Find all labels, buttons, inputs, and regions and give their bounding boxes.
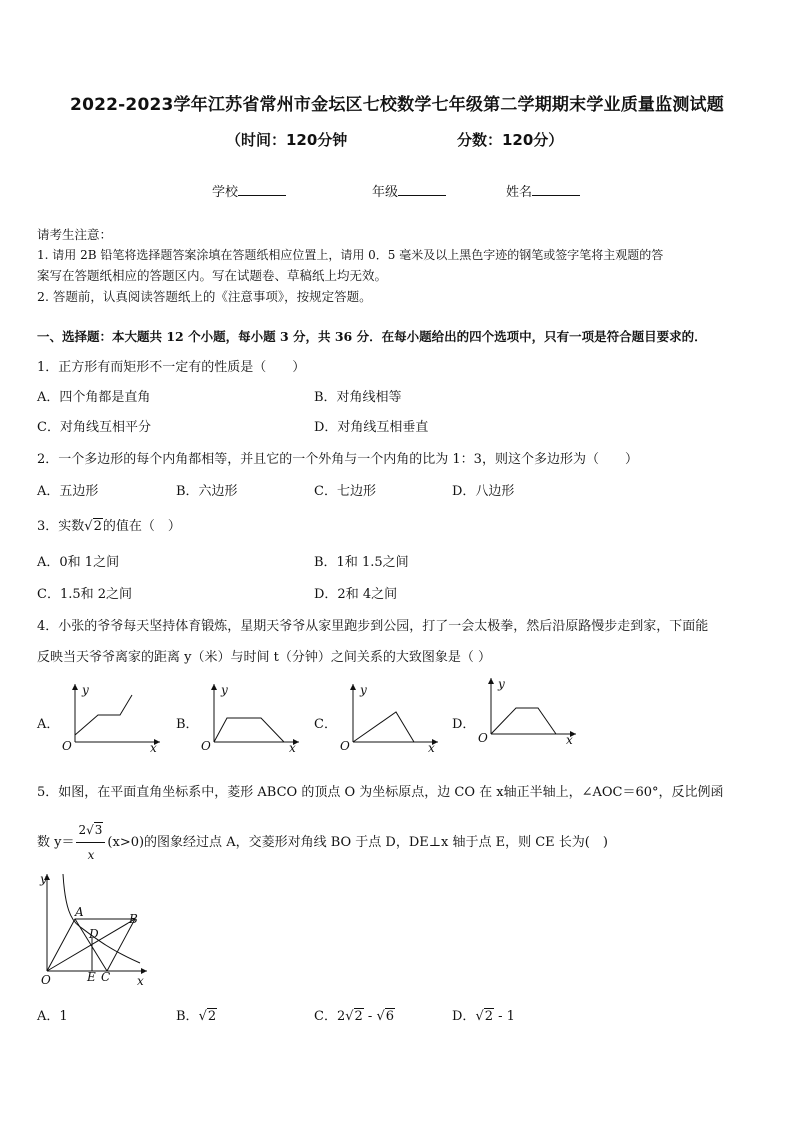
q1-option-a[interactable]: A．四个角都是直角 [37,390,151,405]
q4-line-2: 反映当天爷爷离家的距离 y（米）与时间 t（分钟）之间关系的大致图象是（ ） [37,650,491,665]
origin-label: O [62,739,72,752]
q4-graph-c [338,680,448,752]
school-blank[interactable] [238,182,286,196]
name-field: 姓名 [506,181,580,200]
exam-score: 分数：120分） [457,131,564,149]
q2-option-b[interactable]: B．六边形 [176,484,238,499]
axis-label-x: x [428,741,435,752]
axis-label-x: x [289,741,296,752]
svg-text:D: D [89,927,99,941]
exam-time: （时间：120分钟 [226,131,348,149]
q3-stem: 3．实数√2的值在（ ） [37,519,181,534]
origin-label: O [340,739,350,752]
grade-field: 年级 [372,181,446,200]
origin-label: O [478,731,488,745]
svg-text:E: E [87,970,96,984]
q3-option-c[interactable]: C．1.5和 2之间 [37,587,133,602]
svg-text:B: B [129,912,138,926]
note-1a: 1. 请用 2B 铅笔将选择题答案涂填在答题纸相应位置上，请用 0．5 毫米及以上黑色字迹的钢笔或签字笔将主观题的答 [37,248,664,262]
q1-option-c[interactable]: C．对角线互相平分 [37,420,151,435]
axis-label-y: y [360,683,367,697]
axis-label-y: y [498,677,505,691]
svg-text:A: A [75,905,84,919]
q5-option-d[interactable]: D．√2 - 1 [452,1009,515,1024]
q5-fraction: $\frac{2√3}{x}$ [76,818,105,867]
axis-label-x: x [150,741,157,752]
q5-option-c[interactable]: C．2√2 - √6 [314,1009,395,1024]
svg-text:x: x [137,974,144,988]
axis-label-y: y [221,683,228,697]
q1-stem: 1．正方形有而矩形不一定有的性质是（ ） [37,360,306,375]
q5-figure [35,868,160,990]
note-2: 2. 答题前，认真阅读答题纸上的《注意事项》，按规定答题。 [37,289,372,304]
q4-line-1: 4．小张的爷爷每天坚持体育锻炼，星期天爷爷从家里跑步到公园，打了一会太极拳，然后沿原路慢步走到家，下面能 [37,619,709,634]
q4-graph-b [199,680,309,752]
q4-option-a[interactable]: A． [37,717,60,732]
q2-option-c[interactable]: C．七边形 [314,484,376,499]
q3-option-d[interactable]: D．2和 4之间 [314,587,398,602]
q5-option-b[interactable]: B．√2 [176,1009,217,1024]
notes-heading: 请考生注意： [37,227,113,242]
q2-stem: 2．一个多边形的每个内角都相等，并且它的一个外角与一个内角的比为 1：3，则这个多边形为（ ） [37,452,638,467]
q2-option-d[interactable]: D．八边形 [452,484,515,499]
svg-text:O: O [41,973,51,987]
axis-label-y: y [82,683,89,697]
svg-text:y: y [40,872,47,886]
q4-option-b[interactable]: B． [176,717,199,732]
q2-option-a[interactable]: A．五边形 [37,484,99,499]
axis-label-x: x [566,733,573,747]
svg-text:C: C [101,970,111,984]
origin-label: O [201,739,211,752]
q4-graph-d [476,676,586,748]
q1-option-b[interactable]: B．对角线相等 [314,390,402,405]
q3-radicand: 2 [93,519,102,534]
q5-line-2: 数 y＝ $\frac{2√3}{x}$ (x>0)的图象经过点 A，交菱形对角线 BO 于点 D，DE⊥x 轴于点 E，则 CE 长为( ) [37,818,608,867]
section-heading: 一、选择题：本大题共 12 个小题，每小题 3 分，共 36 分．在每小题给出的四个选项中，只有一项是符合题目要求的． [37,329,707,344]
q1-option-d[interactable]: D．对角线互相垂直 [314,420,429,435]
q4-option-c[interactable]: C． [314,717,337,732]
q4-graph-a [60,680,170,752]
name-blank[interactable] [532,182,580,196]
grade-blank[interactable] [398,182,446,196]
school-field: 学校 [212,181,286,200]
q3-option-b[interactable]: B．1和 1.5之间 [314,555,409,570]
q3-option-a[interactable]: A．0和 1之间 [37,555,120,570]
q5-option-a[interactable]: A．1 [37,1009,68,1024]
q4-option-d[interactable]: D． [452,717,476,732]
exam-title: 2022-2023学年江苏省常州市金坛区七校数学七年级第二学期期末学业质量监测试题 [70,95,724,115]
note-1b: 案写在答题纸相应的答题区内。写在试题卷、草稿纸上均无效。 [37,268,388,283]
q5-line-1: 5．如图，在平面直角坐标系中，菱形 ABCO 的顶点 O 为坐标原点，边 CO 在 x轴正半轴上，∠AOC＝60°，反比例函 [37,785,724,800]
